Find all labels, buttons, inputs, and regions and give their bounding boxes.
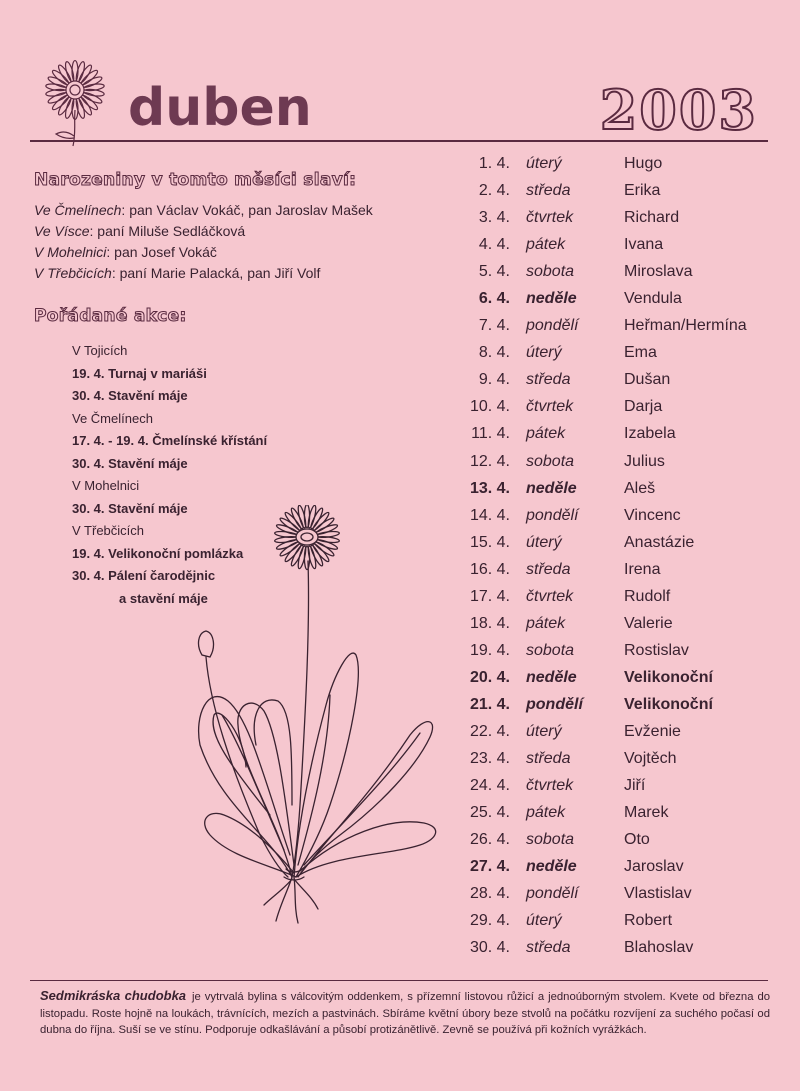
day-date: 16. 4. [469,560,510,578]
day-dow: pátek [526,614,566,632]
people-names: : pan Josef Vokáč [106,244,217,260]
people-names: : pan Václav Vokáč, pan Jaroslav Mašek [121,202,373,218]
calendar-day-row [460,718,780,745]
village-name: Ve Vísce [34,223,90,239]
day-dow: čtvrtek [526,777,574,795]
calendar-day-row [460,772,780,799]
calendar-day-row [460,745,780,772]
day-date: 4. 4. [478,236,510,254]
day-date: 30. 4. [469,939,510,957]
day-date: 26. 4. [469,831,510,849]
event-item: 30. 4. Stavění máje [72,500,188,516]
day-dow: středa [526,939,571,957]
calendar-day-row [460,448,780,475]
daisy-logo-icon [30,48,120,148]
day-dow: úterý [526,155,562,172]
calendar-day-row [460,393,780,420]
day-date: 8. 4. [478,344,510,362]
event-item: 19. 4. Velikonoční pomlázka [72,545,244,561]
day-date: 1. 4. [478,155,510,172]
day-date: 18. 4. [469,614,510,632]
event-item: 30. 4. Pálení čarodějnic [72,568,216,583]
calendar-day-row [460,664,780,691]
day-name: Rudolf [624,587,671,605]
day-name: Evženie [624,722,681,740]
footer-divider [30,980,768,981]
village-name: Ve Čmelínech [34,202,122,218]
event-item: 19. 4. Turnaj v mariáši [72,365,207,381]
day-name: Ema [624,344,657,362]
calendar-day-row [460,475,780,502]
day-dow: neděle [526,479,577,497]
calendar-day-row [460,285,780,312]
event-item: 30. 4. Stavění máje [72,455,188,471]
day-name: Miroslava [624,263,693,281]
day-name: Hugo [624,155,663,172]
day-dow: pondělí [526,506,579,524]
day-name: Rostislav [624,641,689,659]
birthday-row [34,263,373,284]
day-date: 15. 4. [469,533,510,551]
village-name: V Třebčicích [34,265,112,281]
day-dow: neděle [526,858,577,876]
day-date: 10. 4. [469,398,510,416]
day-name: Blahoslav [624,939,694,957]
day-date: 11. 4. [471,425,510,443]
day-name: Anastázie [624,533,695,551]
birthday-row [34,242,373,263]
day-dow: čtvrtek [526,398,574,416]
year-title: 2003 [599,78,758,142]
day-dow: úterý [526,722,562,740]
calendar-day-row [460,420,780,447]
birthdays-list [34,200,373,284]
day-name: Erika [624,182,661,200]
day-dow: čtvrtek [526,587,574,605]
day-date: 5. 4. [478,263,510,281]
village-name: V Mohelnici [34,244,107,260]
day-date: 21. 4. [469,695,510,713]
calendar-day-row [460,934,780,961]
day-dow: středa [526,560,571,578]
day-date: 20. 4. [469,668,510,686]
day-date: 23. 4. [469,750,510,768]
event-item: a stavění máje [119,590,208,606]
day-dow: středa [526,750,571,768]
day-dow: úterý [526,344,562,362]
day-name: Velikonoční [624,695,713,713]
calendar-day-row [460,258,780,285]
day-name: Vlastislav [624,885,692,903]
day-name: Jaroslav [624,858,684,876]
calendar-day-row [460,637,780,664]
day-date: 6. 4. [478,290,510,308]
calendar-day-row [460,366,780,393]
plant-name: Sedmikráska chudobka [40,988,187,1003]
day-name: Ivana [624,236,664,254]
event-village: Ve Čmelínech [72,410,153,426]
day-dow: sobota [526,641,575,659]
calendar-day-row [460,853,780,880]
calendar-day-row [460,529,780,556]
day-date: 28. 4. [469,885,510,903]
calendar-day-row [460,799,780,826]
day-name: Heřman/Hermína [624,317,747,335]
day-dow: úterý [526,533,562,551]
events-heading: Pořádané akce: [34,306,187,326]
day-dow: sobota [526,831,575,849]
header-divider [30,140,768,142]
day-name: Oto [624,831,650,849]
day-name: Velikonoční [624,668,713,686]
event-village: V Mohelnici [72,478,140,493]
day-name: Darja [624,398,663,416]
day-dow: úterý [526,912,562,930]
birthdays-heading: Narozeniny v tomto měsíci slaví: [34,170,357,190]
day-date: 13. 4. [469,479,510,497]
day-date: 29. 4. [469,912,510,930]
month-title: duben [128,78,312,138]
calendar-day-row [460,880,780,907]
day-name: Jiří [624,777,646,795]
calendar-day-row [460,339,780,366]
day-dow: středa [526,371,571,389]
calendar-day-row [460,826,780,853]
day-name: Dušan [624,371,671,389]
birthday-row [34,221,373,242]
day-name: Vincenc [624,506,681,524]
day-date: 7. 4. [478,317,510,335]
day-dow: sobota [526,263,575,281]
birthday-row [34,200,373,221]
day-name: Richard [624,209,680,227]
calendar-day-row [460,907,780,934]
calendar-day-row [460,691,780,718]
plant-description [40,988,770,1039]
day-date: 14. 4. [469,506,510,524]
day-dow: pondělí [526,317,579,335]
day-date: 12. 4. [469,452,510,470]
event-village: V Třebčicích [72,523,145,538]
day-date: 19. 4. [469,641,510,659]
calendar-day-row [460,177,780,204]
event-item: 30. 4. Stavění máje [72,388,188,403]
people-names: : paní Miluše Sedláčková [89,223,246,239]
day-dow: čtvrtek [526,209,574,227]
day-date: 2. 4. [478,182,510,200]
calendar-day-row [460,231,780,258]
day-dow: pátek [526,804,566,822]
day-date: 17. 4. [469,587,510,605]
day-dow: pátek [526,236,566,254]
day-dow: pondělí [526,695,583,713]
day-date: 3. 4. [478,209,510,227]
day-name: Aleš [624,479,656,497]
day-date: 9. 4. [478,371,510,389]
day-name: Irena [624,560,661,578]
people-names: : paní Marie Palacká, pan Jiří Volf [111,265,321,281]
day-name: Robert [624,912,673,930]
calendar-day-row [460,583,780,610]
day-name: Izabela [624,425,676,443]
day-dow: sobota [526,452,575,470]
calendar-day-row [460,312,780,339]
day-dow: neděle [526,668,577,686]
calendar-day-row [460,204,780,231]
calendar-day-row [460,502,780,529]
day-date: 24. 4. [469,777,510,795]
daisy-plant-illustration [180,505,450,925]
plant-text: je vytrvalá bylina s válcovitým oddenkem, s přízemní listovou růžicí a jednoúborným stvolem. Kvete od března do listopadu. Roste hojně na loukách, trávnících, mezích a pastvinách. Sbíráme květní úbory beze stvolů na počátku rozvíjení za suchého počasí od dubna do října. Suší se ve stínu. Podporuje odkašlávání a působí protizánětlivě. Zevně se používá při kožních vyrážkách. [40,991,771,1036]
day-dow: pondělí [526,885,579,903]
event-village: V Tojicích [72,343,128,358]
day-dow: neděle [526,290,577,308]
day-date: 22. 4. [469,722,510,740]
day-calendar [460,150,780,961]
calendar-day-row [460,150,780,177]
day-date: 27. 4. [469,858,510,876]
day-dow: středa [526,182,571,200]
day-name: Vojtěch [624,750,677,768]
day-name: Julius [624,452,665,470]
day-name: Marek [624,804,669,822]
day-name: Valerie [624,614,673,632]
day-dow: pátek [526,425,566,443]
day-name: Vendula [624,290,682,308]
event-item: 17. 4. - 19. 4. Čmelínské křístání [72,433,268,448]
calendar-day-row [460,610,780,637]
day-date: 25. 4. [469,804,510,822]
calendar-day-row [460,556,780,583]
